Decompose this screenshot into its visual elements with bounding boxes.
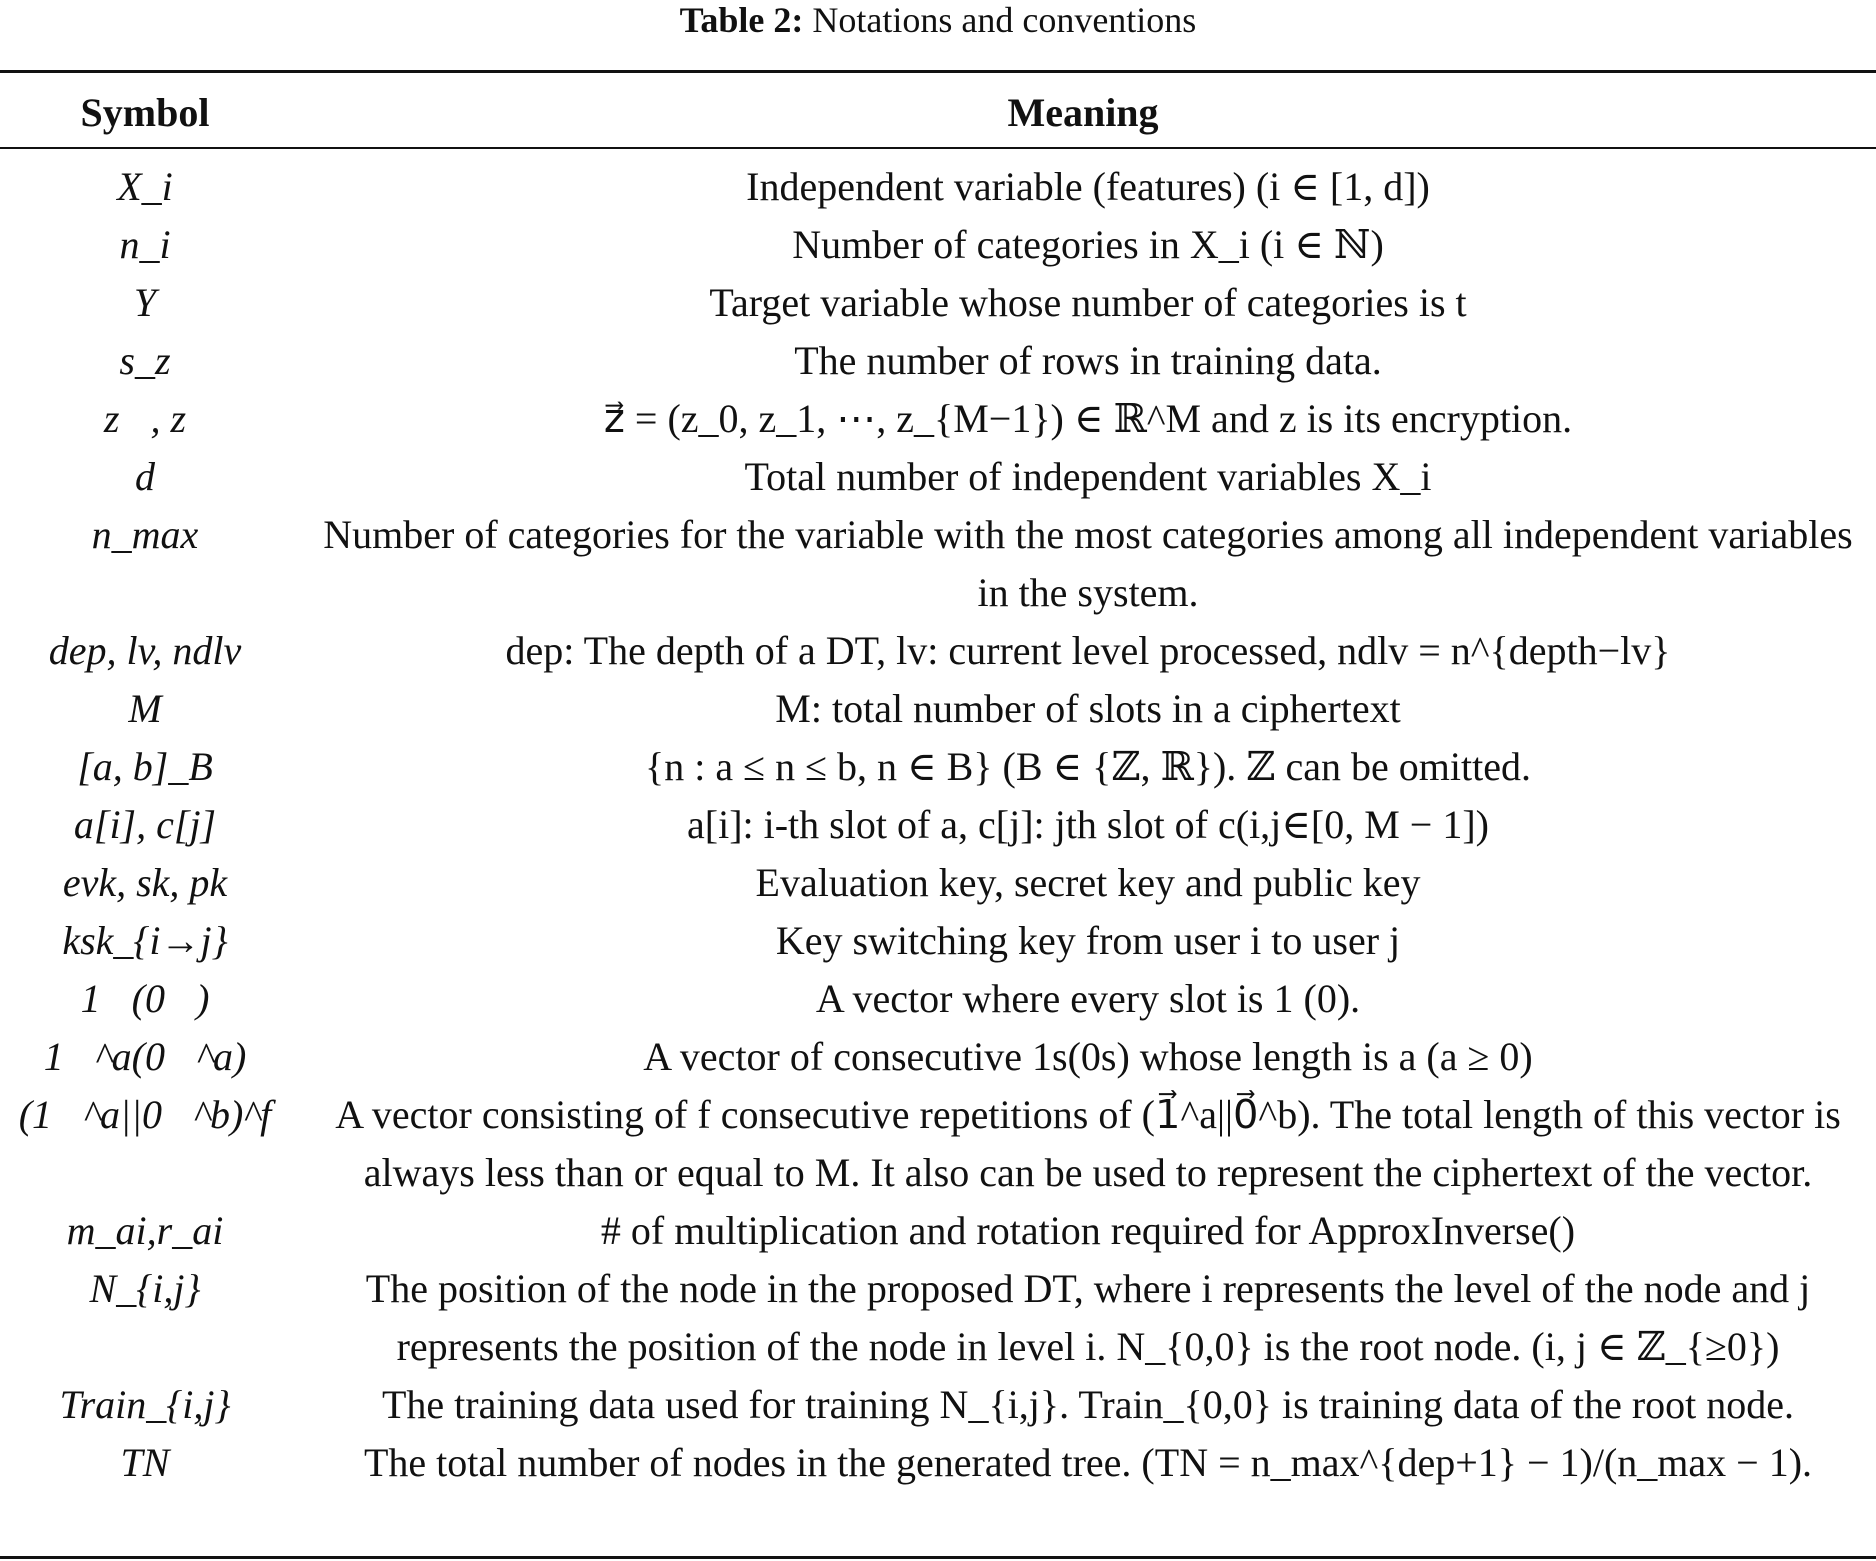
table-row	[0, 1376, 1876, 1434]
meaning-cell: a[i]: i-th slot of a, c[j]: jth slot of c(i,j∈[0, M − 1])	[687, 802, 1489, 847]
symbol-cell: evk, sk, pk	[62, 860, 228, 905]
symbol-cell: Train_{i,j}	[59, 1382, 231, 1427]
meaning-cell: Evaluation key, secret key and public key	[755, 860, 1421, 905]
symbol-cell: n_max	[91, 512, 199, 557]
symbol-cell: n_i	[119, 222, 171, 267]
symbol-cell: 1⃗(0⃗)	[80, 976, 210, 1021]
symbol-cell: s_z	[119, 338, 171, 383]
symbol-cell: d	[135, 454, 155, 499]
meaning-cell: M: total number of slots in a ciphertext	[775, 686, 1401, 731]
table-row	[0, 970, 1876, 1028]
meaning-cell: Total number of independent variables X_i	[744, 454, 1432, 499]
meaning-cell: The position of the node in the proposed DT, where i represents the level of the node and j represents the position of the node in level i. N_{0,0} is the root node. (i, j ∈ ℤ_{≥0})	[365, 1266, 1811, 1369]
meaning-cell: Independent variable (features) (i ∈ [1, d])	[746, 164, 1430, 209]
table-row	[0, 216, 1876, 274]
symbol-cell: X_i	[117, 164, 173, 209]
meaning-cell: z⃗ = (z_0, z_1, ⋯, z_{M−1}) ∈ ℝ^M and z is its encryption.	[603, 396, 1573, 441]
table-row	[0, 912, 1876, 970]
table-caption	[0, 0, 1876, 42]
bottom-rule	[0, 1556, 1876, 1559]
meaning-cell: dep: The depth of a DT, lv: current level processed, ndlv = n^{depth−lv}	[505, 628, 1671, 673]
symbol-cell: 1⃗^a(0⃗^a)	[43, 1034, 247, 1079]
header-row	[0, 78, 1876, 150]
table-row	[0, 1086, 1876, 1202]
meaning-cell: # of multiplication and rotation required for ApproxInverse()	[600, 1208, 1576, 1253]
table-row	[0, 1028, 1876, 1086]
symbol-cell: M	[128, 686, 162, 731]
meaning-cell: Key switching key from user i to user j	[775, 918, 1401, 963]
table-row	[0, 506, 1876, 622]
table-row	[0, 1434, 1876, 1492]
notation-table	[0, 78, 1876, 1492]
meaning-cell: Number of categories in X_i (i ∈ ℕ)	[792, 222, 1384, 267]
symbol-cell: [a, b]_B	[77, 744, 213, 789]
meaning-cell: Number of categories for the variable with the most categories among all independent variables in the system.	[323, 512, 1853, 615]
table-row	[0, 1260, 1876, 1376]
symbol-cell: a[i], c[j]	[73, 802, 217, 847]
meaning-cell: A vector where every slot is 1 (0).	[815, 976, 1361, 1021]
meaning-cell: {n : a ≤ n ≤ b, n ∈ B} (B ∈ {ℤ, ℝ}). ℤ can be omitted.	[645, 744, 1531, 789]
table-row	[0, 680, 1876, 738]
table-row	[0, 150, 1876, 216]
symbol-cell: z⃗, z	[103, 396, 187, 441]
symbol-cell: (1⃗^a||0⃗^b)^f	[18, 1092, 272, 1137]
table-row	[0, 854, 1876, 912]
table-row	[0, 390, 1876, 448]
symbol-cell: m_ai,r_ai	[66, 1208, 224, 1253]
caption-label: Table 2:	[679, 0, 804, 40]
meaning-cell: Target variable whose number of categories is t	[709, 280, 1467, 325]
caption-text: Notations and conventions	[812, 0, 1197, 40]
table-row	[0, 796, 1876, 854]
header-symbol: Symbol	[80, 89, 210, 135]
meaning-cell: The training data used for training N_{i,j}. Train_{0,0} is training data of the root node.	[381, 1382, 1795, 1427]
meaning-cell: The total number of nodes in the generated tree. (TN = n_max^{dep+1} − 1)/(n_max − 1).	[363, 1440, 1813, 1485]
table-row	[0, 274, 1876, 332]
table-row	[0, 622, 1876, 680]
symbol-cell: TN	[120, 1440, 170, 1485]
header-meaning: Meaning	[1007, 89, 1159, 135]
symbol-cell: dep, lv, ndlv	[48, 628, 242, 673]
meaning-cell: The number of rows in training data.	[794, 338, 1382, 383]
symbol-cell: N_{i,j}	[89, 1266, 201, 1311]
table-row	[0, 332, 1876, 390]
symbol-cell: Y	[133, 280, 157, 325]
symbol-cell: ksk_{i→j}	[62, 918, 228, 963]
table-row	[0, 1202, 1876, 1260]
table-row	[0, 738, 1876, 796]
meaning-cell: A vector of consecutive 1s(0s) whose length is a (a ≥ 0)	[643, 1034, 1533, 1079]
table-row	[0, 448, 1876, 506]
meaning-cell: A vector consisting of f consecutive repetitions of (1⃗^a||0⃗^b). The total length of this vector is always less than or equal to M. It also can be used to represent the ciphertext of the vector.	[335, 1092, 1841, 1195]
top-rule	[0, 70, 1876, 73]
